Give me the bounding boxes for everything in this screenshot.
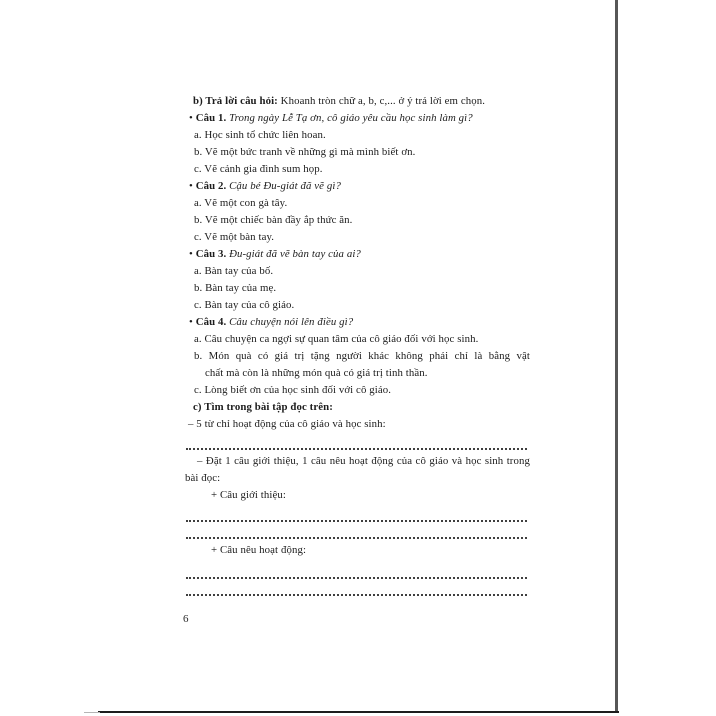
label-intro-sentence <box>211 487 530 504</box>
text-segment: Trong ngày Lễ Tạ ơn, cô giáo yêu cầu học sinh làm gì? <box>226 112 473 124</box>
text-segment: Khoanh tròn chữ a, b, c,... ở ý trả lời em chọn. <box>277 95 486 107</box>
text-segment: c) Tìm trong bài tập đọc trên: <box>193 401 333 413</box>
text-segment: b. Bàn tay của mẹ. <box>194 282 277 294</box>
question-1 <box>189 110 530 127</box>
text-segment: b. Vẽ một chiếc bàn đầy ắp thức ăn. <box>194 214 353 226</box>
text-segment: Câu 2. <box>195 180 227 192</box>
q1-option-c <box>194 161 530 178</box>
q2-option-a <box>194 195 530 212</box>
instruction-b <box>193 93 530 110</box>
answer-blank-line <box>186 582 527 596</box>
answer-blank-line <box>186 436 527 450</box>
q1-option-a <box>194 127 530 144</box>
answer-blank-line <box>186 508 527 522</box>
text-segment: c. Vẽ một bàn tay. <box>194 231 275 243</box>
text-segment: Câu chuyện nói lên điều gì? <box>226 316 354 328</box>
answer-blank-line <box>186 525 527 539</box>
text-segment: • <box>189 112 196 124</box>
q2-option-b <box>194 212 530 229</box>
text-segment: – 5 từ chỉ hoạt động của cô giáo và học sinh: <box>188 418 386 430</box>
q4-option-a <box>194 331 530 348</box>
text-segment: • <box>189 248 196 260</box>
q3-option-b <box>194 280 530 297</box>
text-segment: Đu-giát đã vẽ bàn tay của ai? <box>226 248 361 260</box>
q2-option-c <box>194 229 530 246</box>
text-segment: c. Lòng biết ơn của học sinh đối với cô giáo. <box>194 384 392 396</box>
instruction-c <box>193 399 530 416</box>
text-segment: bài đọc: <box>185 472 221 484</box>
text-segment: b. Món quà có giá trị tặng người khác không phải chỉ là bằng vật <box>194 350 530 362</box>
text-segment: + Câu nêu hoạt động: <box>211 544 307 556</box>
text-segment: • <box>189 180 196 192</box>
page-right-edge <box>615 0 618 712</box>
page-number: 6 <box>183 613 189 625</box>
question-3 <box>189 246 530 263</box>
answer-blank-line <box>186 565 527 579</box>
text-segment: a. Bàn tay của bố. <box>194 265 274 277</box>
text-segment: a. Vẽ một con gà tây. <box>194 197 288 209</box>
task-write-sentences-cont <box>185 470 530 487</box>
text-segment: a. Câu chuyện ca ngợi sự quan tâm của cô giáo đối với học sinh. <box>194 333 479 345</box>
text-segment: c. Vẽ cảnh gia đình sum họp. <box>194 163 323 175</box>
text-segment: Câu 3. <box>195 248 227 260</box>
text-segment: • <box>189 316 196 328</box>
text-segment: Câu 1. <box>195 112 227 124</box>
question-4 <box>189 314 530 331</box>
text-segment: Câu 4. <box>195 316 227 328</box>
page-bottom-edge <box>98 711 619 713</box>
text-segment: b. Vẽ một bức tranh về những gì mà mình biết ơn. <box>194 146 416 158</box>
question-2 <box>189 178 530 195</box>
text-block <box>185 93 530 599</box>
q3-option-a <box>194 263 530 280</box>
task-write-sentences <box>197 453 530 470</box>
text-segment: + Câu giới thiệu: <box>211 489 286 501</box>
text-segment: c. Bàn tay của cô giáo. <box>194 299 295 311</box>
task-find-words <box>188 416 530 433</box>
q4-option-b-cont <box>205 365 530 382</box>
text-segment: Cậu bé Đu-giát đã vẽ gì? <box>226 180 341 192</box>
text-segment: chất mà còn là những món quà có giá trị tinh thần. <box>205 367 428 379</box>
text-segment: b) Trả lời câu hỏi: <box>193 95 278 107</box>
q1-option-b <box>194 144 530 161</box>
text-segment: a. Học sinh tổ chức liên hoan. <box>194 129 326 141</box>
q4-option-b <box>194 348 530 365</box>
page-bottom-edge-shadow <box>84 712 100 713</box>
label-activity-sentence <box>211 542 530 559</box>
q3-option-c <box>194 297 530 314</box>
text-segment: – Đặt 1 câu giới thiệu, 1 câu nêu hoạt động của cô giáo và học sinh trong <box>197 455 530 467</box>
q4-option-c <box>194 382 530 399</box>
